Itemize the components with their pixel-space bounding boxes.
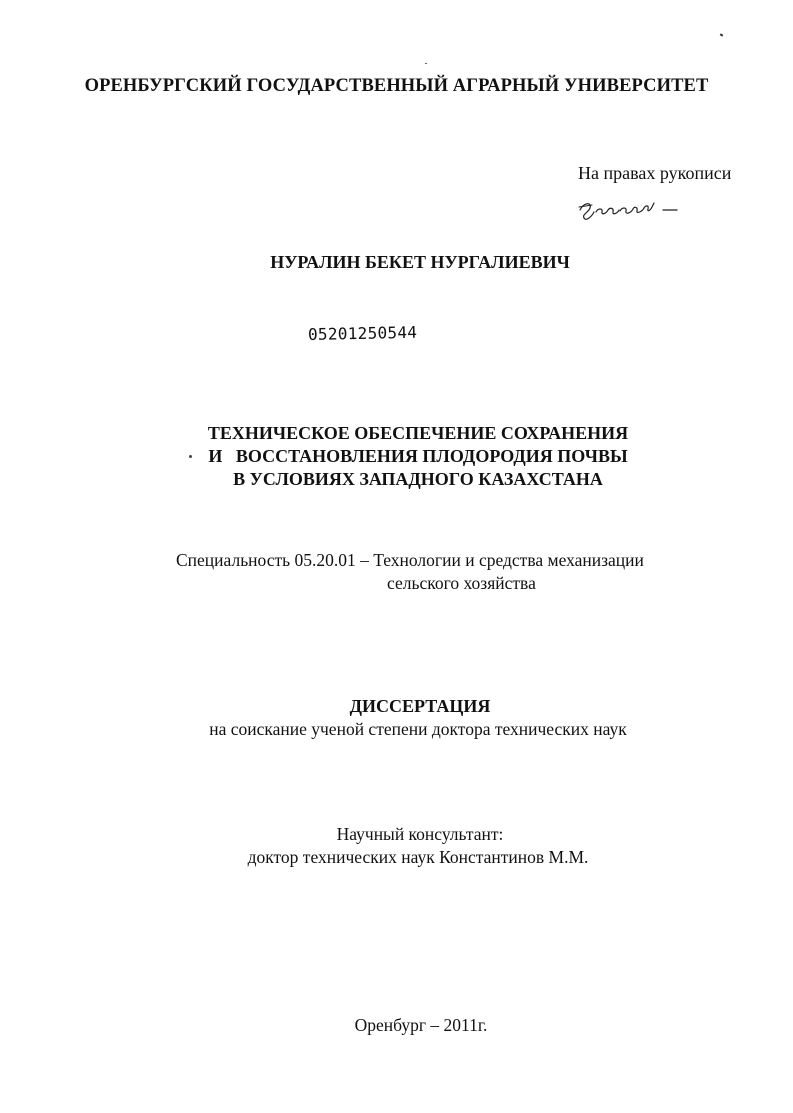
manuscript-rights-note: На правах рукописи [578,163,732,183]
dissertation-label: ДИССЕРТАЦИЯ [349,696,491,716]
city-year: Оренбург – 2011г. [354,1015,488,1035]
handwritten-signature-icon [576,196,686,226]
degree-line: на соискание ученой степени доктора технических наук [209,719,627,739]
registration-stamp-number: 05201250544 [307,322,418,344]
university-name: ОРЕНБУРГСКИЙ ГОСУДАРСТВЕННЫЙ АГРАРНЫЙ УНИВЕРСИТЕТ [84,76,709,96]
author-name: НУРАЛИН БЕКЕТ НУРГАЛИЕВИЧ [270,252,570,272]
consultant-label: Научный консультант: [336,824,504,844]
title-line-3: В УСЛОВИЯХ ЗАПАДНОГО КАЗАХСТАНА [233,469,603,489]
title-line-2: И ВОССТАНОВЛЕНИЯ ПЛОДОРОДИЯ ПОЧВЫ [208,446,628,466]
scan-speck [720,33,724,36]
specialty-line-1: Специальность 05.20.01 – Технологии и средства механизации [176,550,644,570]
specialty-line-2: сельского хозяйства [387,573,536,593]
scan-speck [425,63,427,64]
title-line-1: ТЕХНИЧЕСКОЕ ОБЕСПЕЧЕНИЕ СОХРАНЕНИЯ [207,423,629,443]
consultant-name: доктор технических наук Константинов М.М. [247,847,589,867]
